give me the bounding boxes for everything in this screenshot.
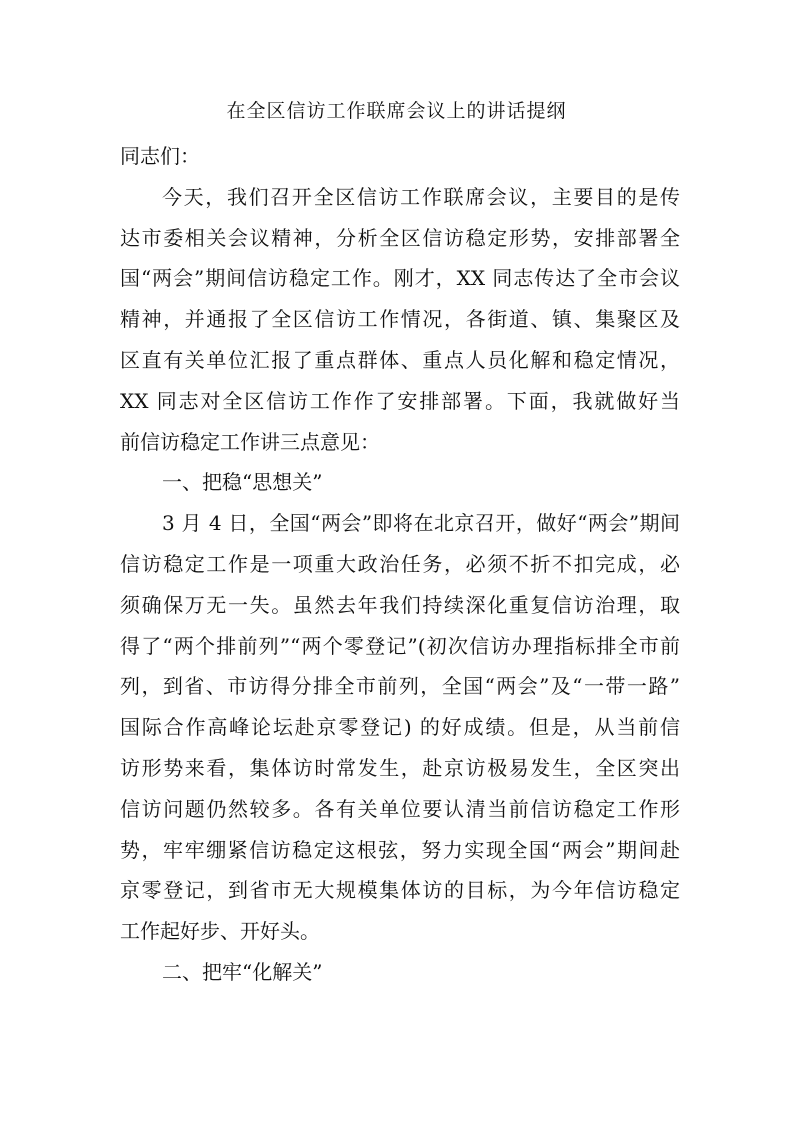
paragraph-line: 3 月 4 日，全国“两会”即将在北京召开，做好“两会”期间 (162, 511, 680, 536)
paragraph-line: 得了“两个排前列”“两个零登记”(初次信访办理指标排全市前 (120, 633, 680, 658)
paragraph-line: 势，牢牢绷紧信访稳定这根弦，努力实现全国“两会”期间赴 (120, 837, 680, 862)
paragraph-line: 达市委相关会议精神，分析全区信访稳定形势，安排部署全 (120, 225, 680, 250)
paragraph-line: 访形势来看，集体访时常发生，赴京访极易发生，全区突出 (120, 755, 680, 780)
paragraph-line: 前信访稳定工作讲三点意见： (120, 429, 380, 454)
paragraph-line: 国际合作高峰论坛赴京零登记) 的好成绩。但是，从当前信 (120, 715, 680, 740)
paragraph-line: XX 同志对全区信访工作作了安排部署。下面，我就做好当 (120, 388, 680, 413)
document-body (120, 136, 680, 993)
section-heading-2: 二、把牢“化解关” (162, 959, 323, 984)
document-title: 在全区信访工作联席会议上的讲话提纲 (226, 100, 567, 122)
paragraph-line: 国“两会”期间信访稳定工作。刚才，XX 同志传达了全市会议 (120, 266, 680, 291)
paragraph-line: 精神，并通报了全区信访工作情况，各街道、镇、集聚区及 (120, 307, 680, 332)
section-heading-1: 一、把稳“思想关” (162, 470, 323, 495)
paragraph-line: 信访稳定工作是一项重大政治任务，必须不折不扣完成，必 (120, 551, 680, 576)
paragraph-line: 区直有关单位汇报了重点群体、重点人员化解和稳定情况， (120, 347, 680, 372)
paragraph-line: 京零登记，到省市无大规模集体访的目标，为今年信访稳定 (120, 878, 680, 903)
salutation: 同志们： (120, 144, 200, 168)
paragraph-line: 信访问题仍然较多。各有关单位要认清当前信访稳定工作形 (120, 796, 680, 821)
paragraph-line: 工作起好步、开好头。 (120, 919, 320, 944)
paragraph-line: 须确保万无一失。虽然去年我们持续深化重复信访治理，取 (120, 592, 680, 617)
paragraph-line: 列，到省、市访得分排全市前列，全国“两会”及“一带一路” (120, 674, 680, 699)
paragraph-line: 今天，我们召开全区信访工作联席会议，主要目的是传 (162, 184, 680, 209)
